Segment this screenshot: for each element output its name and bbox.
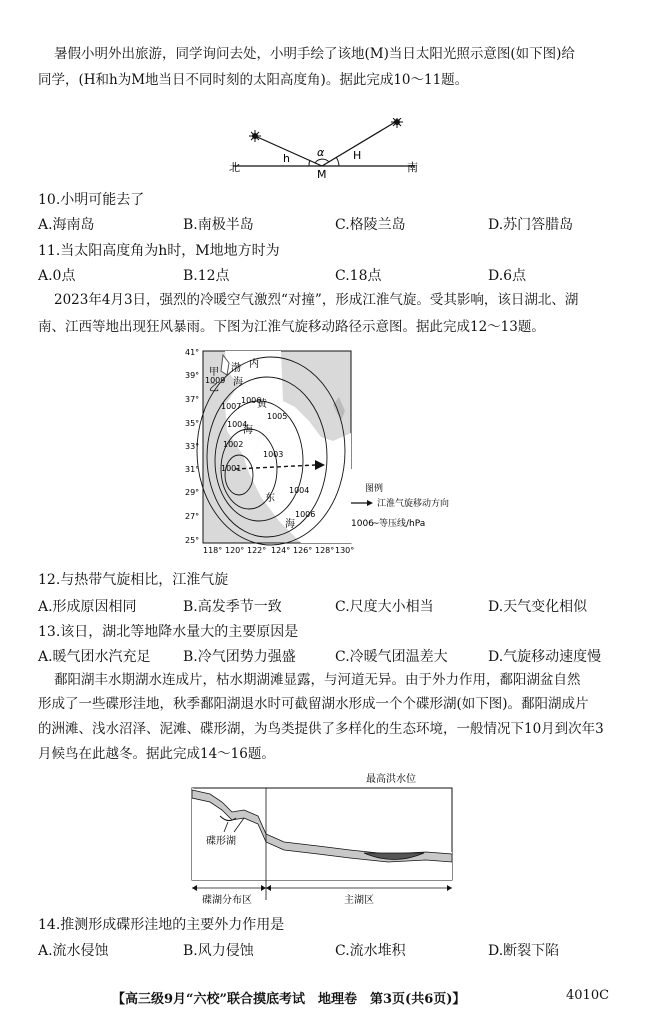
label-H: H	[353, 149, 362, 162]
isobar-label: 1005	[267, 412, 288, 421]
dish-lake-cross-section	[188, 770, 463, 905]
q10-option-c[interactable]: C.格陵兰岛	[335, 217, 406, 233]
zone-label-dish: 碟湖分布区	[202, 895, 252, 905]
zone-dimension-lines	[192, 885, 452, 891]
intro1-line1: 暑假小明外出旅游，同学询问去处，小明手绘了该地(M)当日太阳光照示意图(如下图)给	[54, 46, 575, 62]
label-south: 南	[407, 161, 418, 174]
q10-option-d[interactable]: D.苏门答腊岛	[488, 217, 574, 233]
isobar-label: 1006	[295, 510, 316, 519]
q12-stem: 12.与热带气旋相比，江淮气旋	[38, 572, 229, 588]
place-label-jia: 甲	[209, 367, 219, 378]
svg-text:~: ~	[372, 519, 380, 529]
intro3-line4: 月候鸟在此越冬。据此完成14～16题。	[38, 746, 275, 762]
q14-option-b[interactable]: B.风力侵蚀	[183, 943, 254, 959]
lon-label: 124°	[271, 546, 291, 555]
label-h: h	[283, 152, 290, 165]
lat-label: 29°	[185, 488, 200, 497]
q12-option-b[interactable]: B.高发季节一致	[183, 599, 282, 615]
intro3-line1: 鄱阳湖丰水期湖水连成片，枯水期湖滩显露，与河道无异。由于外力作用，鄱阳湖盆自然	[54, 672, 581, 688]
place-label-hai: 海	[243, 425, 253, 436]
dish-lake-label: 碟形湖	[206, 836, 236, 847]
highest-flood-level-label: 最高洪水位	[366, 774, 416, 785]
lat-label: 33°	[185, 442, 200, 451]
lat-label: 27°	[185, 512, 200, 521]
sun-icon-left	[249, 130, 261, 142]
isobar-label: 1002	[223, 440, 244, 449]
cyclone-path-map	[183, 345, 483, 560]
q13-option-b[interactable]: B.冷气团势力强盛	[183, 649, 296, 665]
q11-option-d[interactable]: D.6点	[488, 268, 527, 284]
label-alpha: α	[317, 146, 325, 159]
lat-label: 37°	[185, 395, 200, 404]
q14-option-d[interactable]: D.断裂下陷	[488, 943, 560, 959]
legend-isobar-label: 等压线/hPa	[379, 519, 426, 529]
place-label-huang: 黄	[257, 399, 267, 410]
intro2-line1: 2023年4月3日，强烈的冷暖空气激烈“对撞”，形成江淮气旋。受其影响，该日湖北、湖	[54, 292, 579, 308]
place-label-hai: 海	[233, 377, 243, 388]
exam-code: 4010C	[566, 988, 610, 1003]
q14-stem: 14.推测形成碟形洼地的主要外力作用是	[38, 917, 285, 933]
q14-option-c[interactable]: C.流水堆积	[335, 943, 406, 959]
lon-label: 128°	[315, 546, 335, 555]
q13-option-d[interactable]: D.气旋移动速度慢	[488, 649, 602, 665]
lon-label: 120°	[225, 546, 245, 555]
label-north: 北	[229, 161, 240, 174]
isobar-label: 1001	[221, 464, 242, 473]
place-label-bo: 渤	[231, 363, 241, 374]
q10-option-b[interactable]: B.南极半岛	[183, 217, 254, 233]
q12-option-c[interactable]: C.尺度大小相当	[335, 599, 434, 615]
label-M: M	[317, 168, 327, 180]
legend-isobar-sample: 1006	[351, 519, 374, 529]
lat-label: 25°	[185, 536, 200, 545]
intro1-line2: 同学，(H和h为M地当日不同时刻的太阳高度角)。据此完成10～11题。	[38, 72, 469, 88]
intro3-line2: 形成了一些碟形洼地，秋季鄱阳湖退水时可截留湖水形成一个个碟形湖(如下图)。鄱阳湖成片	[38, 696, 589, 712]
lat-label: 35°	[185, 419, 200, 428]
intro3-line3: 的洲滩、浅水沼泽、泥滩、碟形湖，为鸟类提供了多样化的生态环境，一般情况下10月到次年3	[38, 721, 604, 737]
lat-label: 31°	[185, 465, 200, 474]
q14-option-a[interactable]: A.流水侵蚀	[38, 943, 109, 959]
q11-stem: 11.当太阳高度角为h时，M地地方时为	[38, 243, 280, 259]
lon-label: 118°	[203, 546, 223, 555]
isobar-label: 1003	[263, 450, 284, 459]
q13-option-c[interactable]: C.冷暖气团温差大	[335, 649, 448, 665]
place-label-yi: 乙	[209, 383, 219, 394]
q12-option-d[interactable]: D.天气变化相似	[488, 599, 588, 615]
place-label-hai: 海	[285, 519, 295, 530]
q11-option-c[interactable]: C.18点	[335, 268, 382, 284]
isobar-label: 1007	[221, 402, 242, 411]
isobar-label: 1009	[205, 376, 226, 385]
page-footer: 【高三级9月“六校”联合摸底考试 地理卷 第3页(共6页)】	[112, 992, 466, 1007]
isobar-label: 1004	[227, 420, 248, 429]
sun-angle-diagram	[225, 118, 425, 180]
q11-option-b[interactable]: B.12点	[183, 268, 230, 284]
legend-arrow-label: 江淮气旋移动方向	[377, 499, 450, 509]
legend-title: 图例	[365, 484, 384, 494]
isobar-label: 1006	[241, 396, 262, 405]
lat-label: 41°	[185, 348, 200, 357]
q10-stem: 10.小明可能去了	[38, 192, 145, 208]
place-label-dong: 东	[265, 493, 275, 504]
q13-option-a[interactable]: A.暖气团水汽充足	[38, 649, 151, 665]
isobar-label: 1004	[289, 486, 310, 495]
lon-label: 122°	[247, 546, 267, 555]
intro2-line2: 南、江西等地出现狂风暴雨。下图为江淮气旋移动路径示意图。据此完成12～13题。	[38, 319, 545, 335]
lon-label: 130°	[335, 546, 355, 555]
lat-label: 39°	[185, 371, 200, 380]
q11-option-a[interactable]: A.0点	[38, 268, 76, 284]
q12-option-a[interactable]: A.形成原因相同	[38, 599, 137, 615]
lon-label: 126°	[293, 546, 313, 555]
q10-option-a[interactable]: A.海南岛	[38, 217, 95, 233]
q13-stem: 13.该日，湖北等地降水量大的主要原因是	[38, 624, 299, 640]
place-label-nei: 内	[249, 359, 259, 370]
zone-label-main: 主湖区	[344, 895, 374, 905]
